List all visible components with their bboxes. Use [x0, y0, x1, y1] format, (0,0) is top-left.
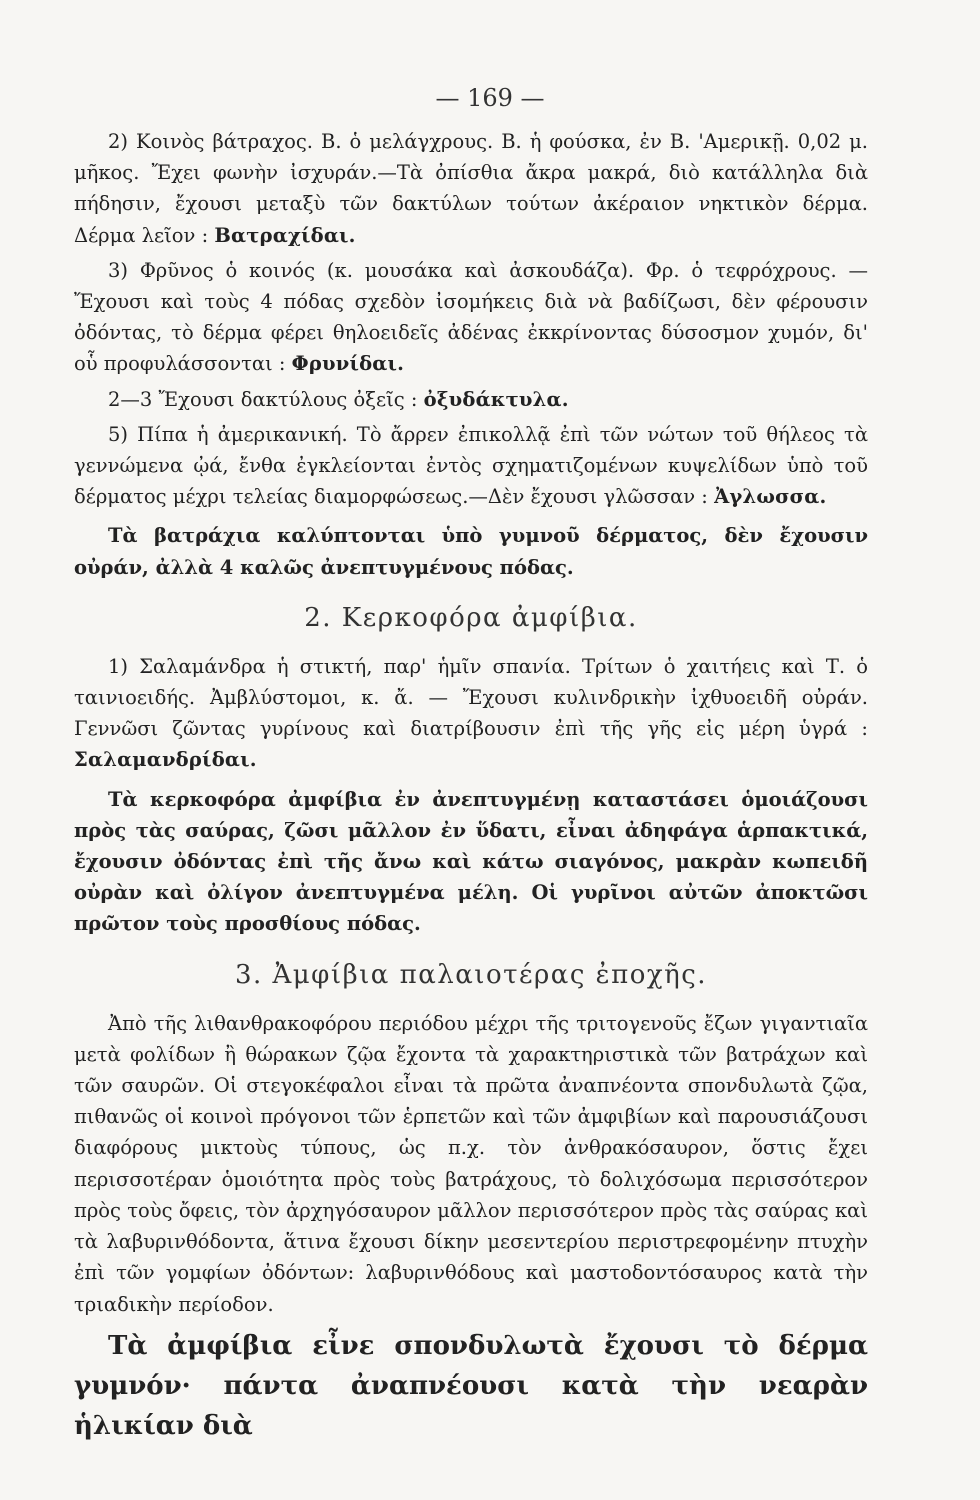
entry-text: 3) Φρῦνος ὁ κοινός (κ. μουσάκα καὶ ἀσκουδάζα). Φρ. ὁ τεφρόχρους. —Ἔχουσι καὶ τοὺς 4 πόδας σχεδὸν ἰσομήκεις διὰ νὰ βαδίζωσι, δὲν φέρουσιν ὀδόντας, τὸ δέρμα φέρει θηλοειδεῖς ἀδένας ἐκκρίνοντας δύσοσμον χυμόν, δι' οὗ προφυλάσσονται : [74, 258, 868, 376]
entry-text: 1) Σαλαμάνδρα ἡ στικτή, παρ' ἡμῖν σπανία. Τρίτων ὁ χαιτήεις καὶ Τ. ὁ ταινιοειδής. Ἀμβλύστομοι, κ. ἄ. — Ἔχουσι κυλινδρικὴν ἰχθυοειδῆ οὐράν. Γεννῶσι ζῶντας γυρίνους καὶ διατρίβουσιν ἐπὶ τῆς γῆς εἰς μέρη ὑγρά : [74, 654, 868, 741]
entry-toad [74, 255, 868, 380]
entry-pipa [74, 419, 868, 513]
section-heading-caudata: 2. Κερκοφόρα ἀμφίβια. [304, 602, 638, 633]
family-term: Ἀγλωσσα. [714, 485, 827, 509]
caudata-summary: Τὰ κερκοφόρα ἀμφίβια ἐν ἀνεπτυγμένῃ καταστάσει ὁμοιάζουσι πρὸς τὰς σαύρας, ζῶσι μᾶλλον ἐν ὕδατι, εἶναι ἀδηφάγα ἁρπακτικά, ἔχουσιν ὀδόντας ἐπὶ τῆς ἄνω καὶ κάτω σιαγόνος, μακρὰν κωπειδῆ οὐρὰν καὶ ὀλίγον ἀνεπτυγμένα μέλη. Οἱ γυρῖνοι αὐτῶν ἀποκτῶσι πρῶτον τοὺς προσθίους πόδας. [74, 787, 868, 936]
ancient-amphibians-paragraph: Ἀπὸ τῆς λιθανθρακοφόρου περιόδου μέχρι τῆς τριτογενοῦς ἔζων γιγαντιαῖα μετὰ φολίδων ἢ θώρακων ζῷα ἔχοντα τὰ χαρακτηριστικὰ τῶν βατράχων καὶ τῶν σαυρῶν. Οἱ στεγοκέφαλοι εἶναι τὰ πρῶτα ἀναπνέοντα σπονδυλωτὰ ζῷα, πιθανῶς οἱ κοινοὶ πρόγονοι τῶν ἑρπετῶν καὶ τῶν ἀμφιβίων καὶ παρουσιάζουσι διαφόρους μικτοὺς τύπους, ὡς π.χ. τὸν ἀνθρακόσαυρον, ὅστις ἔχει περισσοτέραν ὁμοιότητα πρὸς τοὺς βατράχους, τὸ δολιχόσωμα περισσότερον πρὸς τοὺς ὄφεις, τὸν ἀρχηγόσαυρον μᾶλλον περισσότερον πρὸς τὰς σαύρας καὶ τὰ λαβυρινθόδοντα, ἅτινα ἔχουσι δίκην μεσεντερίου περιστρεφομένην πτυχὴν ἐπὶ τῶν γομφίων ὀδόντων: λαβυρινθόδους καὶ μαστοδοντόσαυρος κατὰ τὴν τριαδικὴν περίοδον. [74, 1011, 868, 1316]
entry-text: 5) Πίπα ἡ ἀμερικανική. Τὸ ἄρρεν ἐπικολλᾷ ἐπὶ τῶν νώτων τοῦ θήλεος τὰ γεννώμενα ᾠά, ἔνθα ἐγκλείονται ἐντὸς σχηματιζομένων κυψελίδων ὑπὸ τοῦ δέρματος μέχρι τελείας διαμορφώσεως.—Δὲν ἔχουσι γλῶσσαν : [74, 422, 868, 509]
closing-summary: Τὰ ἀμφίβια εἶνε σπονδυλωτὰ ἔχουσι τὸ δέρμα γυμνόν· πάντα ἀναπνέουσι κατὰ τὴν νεαρὰν ἡλικίαν διὰ [74, 1330, 868, 1441]
family-term: ὀξυδάκτυλα. [423, 387, 569, 411]
family-term: Βατραχίδαι. [214, 223, 356, 247]
entry-text: 2—3 Ἔχουσι δακτύλους ὀξεῖς : [108, 387, 418, 411]
entry-salamander [74, 651, 868, 776]
entry-text: 2) Κοινὸς βάτραχος. Β. ὁ μελάγχρους. Β. ἡ φούσκα, ἐν Β. 'Αμερικῇ. 0,02 μ. μῆκος. Ἔχει φωνὴν ἰσχυράν.—Τὰ ὀπίσθια ἄκρα μακρά, διὸ κατάλληλα διὰ πήδησιν, ἔχουσι μεταξὺ τῶν δακτύλων τούτων ἀκέραιον νηκτικὸν δέρμα. Δέρμα λεῖον : [74, 130, 868, 247]
section-heading-ancient-amphibians: 3. Ἀμφίβια παλαιοτέρας ἐποχῆς. [234, 959, 708, 990]
entry-common-frog [74, 126, 868, 251]
entry-oxydactyla [74, 384, 868, 415]
family-term: Σαλαμανδρίδαι. [74, 748, 257, 772]
page-number: — 169 — [435, 84, 545, 112]
frogs-summary: Τὰ βατράχια καλύπτονται ὑπὸ γυμνοῦ δέρματος, δὲν ἔχουσιν οὐράν, ἀλλὰ 4 καλῶς ἀνεπτυγμένους πόδας. [74, 524, 868, 579]
page-content [74, 126, 868, 1446]
family-term: Φρυνίδαι. [291, 352, 405, 376]
